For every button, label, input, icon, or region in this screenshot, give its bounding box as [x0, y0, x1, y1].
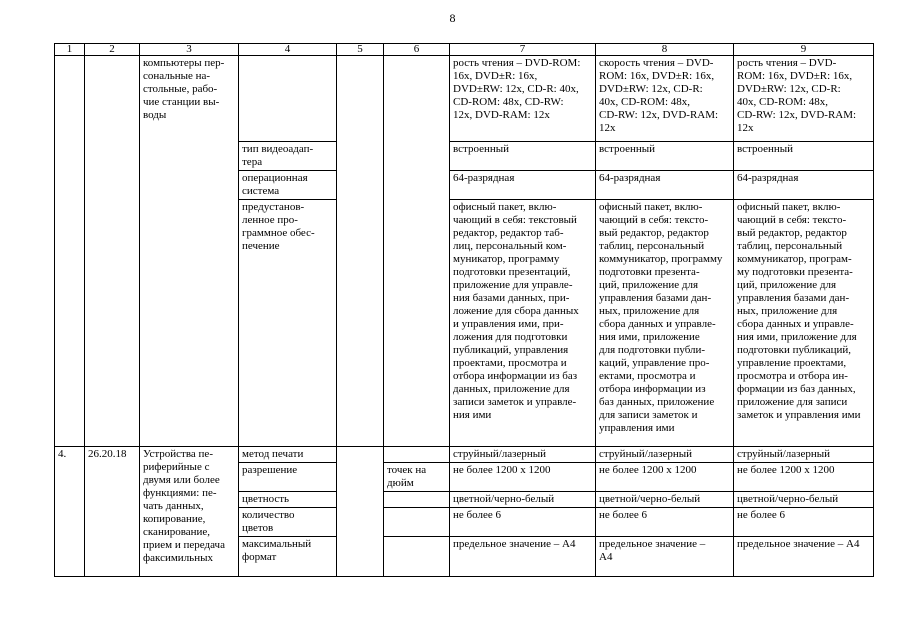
value-cell: предельное значение – А4: [450, 537, 596, 577]
cell-empty: [337, 447, 384, 577]
okpd-code-cell: 26.20.18: [85, 447, 140, 577]
characteristic-cell: тип видеоадап- тера: [239, 142, 337, 171]
value-cell: встроенный: [450, 142, 596, 171]
value-cell: скорость чтения – DVD- ROM: 16x, DVD±R: 16x, DVD±RW: 12x, CD-R: 40x, CD-ROM: 48x, CD-RW: 12x, DVD-RAM: 12x: [596, 56, 734, 142]
unit-cell: [384, 537, 450, 577]
value-cell: не более 1200 х 1200: [734, 463, 874, 492]
value-cell: 64-разрядная: [734, 171, 874, 200]
value-cell: встроенный: [596, 142, 734, 171]
value-cell: цветной/черно-белый: [450, 492, 596, 508]
header-cell: 6: [384, 44, 450, 56]
value-cell: 64-разрядная: [450, 171, 596, 200]
value-cell: встроенный: [734, 142, 874, 171]
unit-cell: [384, 508, 450, 537]
value-cell: струйный/лазерный: [450, 447, 596, 463]
unit-cell: [384, 447, 450, 463]
value-cell: предельное значение – А4: [734, 537, 874, 577]
header-cell: 1: [55, 44, 85, 56]
cell-empty: [55, 56, 85, 447]
cell-empty: [85, 56, 140, 447]
cell-empty: [384, 56, 450, 447]
value-cell: цветной/черно-белый: [734, 492, 874, 508]
characteristic-cell: разрешение: [239, 463, 337, 492]
value-cell: не более 6: [596, 508, 734, 537]
value-cell: цветной/черно-белый: [596, 492, 734, 508]
value-cell: не более 6: [450, 508, 596, 537]
value-cell: не более 1200 х 1200: [596, 463, 734, 492]
header-cell: 3: [140, 44, 239, 56]
product-name-cell: компьютеры пер- сональные на- стольные, рабо- чие станции вы- воды: [140, 56, 239, 447]
header-cell: 9: [734, 44, 874, 56]
page-number: 8: [449, 11, 456, 25]
header-cell: 7: [450, 44, 596, 56]
header-cell: 2: [85, 44, 140, 56]
specification-table: [54, 43, 874, 577]
value-cell: струйный/лазерный: [734, 447, 874, 463]
value-cell: струйный/лазерный: [596, 447, 734, 463]
value-cell: рость чтения – DVD-ROM: 16x, DVD±R: 16x, DVD±RW: 12x, CD-R: 40x, CD-ROM: 48x, CD-RW: 12x, DVD-RAM: 12x: [450, 56, 596, 142]
value-cell: не более 6: [734, 508, 874, 537]
characteristic-cell: операционная система: [239, 171, 337, 200]
value-cell: предельное значение – А4: [596, 537, 734, 577]
cell-empty: [337, 56, 384, 447]
characteristic-cell: предустанов- ленное про- граммное обес- печение: [239, 200, 337, 447]
characteristic-cell: цветность: [239, 492, 337, 508]
header-row: [55, 44, 874, 56]
item-number-cell: 4.: [55, 447, 85, 577]
value-cell: офисный пакет, вклю- чающий в себя: тексто- вый редактор, редактор таблиц, персональный коммуникатор, программу подготовки презента- ций, приложение для управления базами дан- ных, приложение для сбора данных и управле- ния ими, приложение для подготовки публи- каций, управление про- ектами, просмотра и отбора информации из баз данных, приложение для записи заметок и управления ими: [596, 200, 734, 447]
unit-cell: [384, 492, 450, 508]
product-name-cell: Устройства пе- риферийные с двумя или более функциями: пе- чать данных, копирование, сканирование, прием и передача факсимильных: [140, 447, 239, 577]
value-cell: не более 1200 х 1200: [450, 463, 596, 492]
characteristic-cell: метод печати: [239, 447, 337, 463]
value-cell: рость чтения – DVD- ROM: 16x, DVD±R: 16x, DVD±RW: 12x, CD-R: 40x, CD-ROM: 48x, CD-RW: 12x, DVD-RAM: 12x: [734, 56, 874, 142]
characteristic-cell: количество цветов: [239, 508, 337, 537]
value-cell: 64-разрядная: [596, 171, 734, 200]
table-row: [55, 56, 874, 142]
value-cell: офисный пакет, вклю- чающий в себя: тексто- вый редактор, редактор таблиц, персональный коммуникатор, програм- му подготовки презента- ций, приложение для управления базами дан- ных, приложение для сбора данных и управле- ния ими, приложение для подготовки публикаций, управление проектами, просмотра и отбора ин- формации из баз данных, приложение для записи заметок и управления ими: [734, 200, 874, 447]
value-cell: офисный пакет, вклю- чающий в себя: текстовый редактор, редактор таб- лиц, персональный ком- муникатор, программу подготовки презентаций, приложение для управле- ния базами данных, при- ложение для сбора данных и управления ими, при- ложения для подготовки публикаций, управления проектами, просмотра и отбора информации из баз данных, приложение для записи заметок и управле- ния ими: [450, 200, 596, 447]
characteristic-cell: максимальный формат: [239, 537, 337, 577]
table-row: [55, 447, 874, 463]
header-cell: 4: [239, 44, 337, 56]
unit-cell: точек на дюйм: [384, 463, 450, 492]
header-cell: 5: [337, 44, 384, 56]
header-cell: 8: [596, 44, 734, 56]
cell-empty: [239, 56, 337, 142]
